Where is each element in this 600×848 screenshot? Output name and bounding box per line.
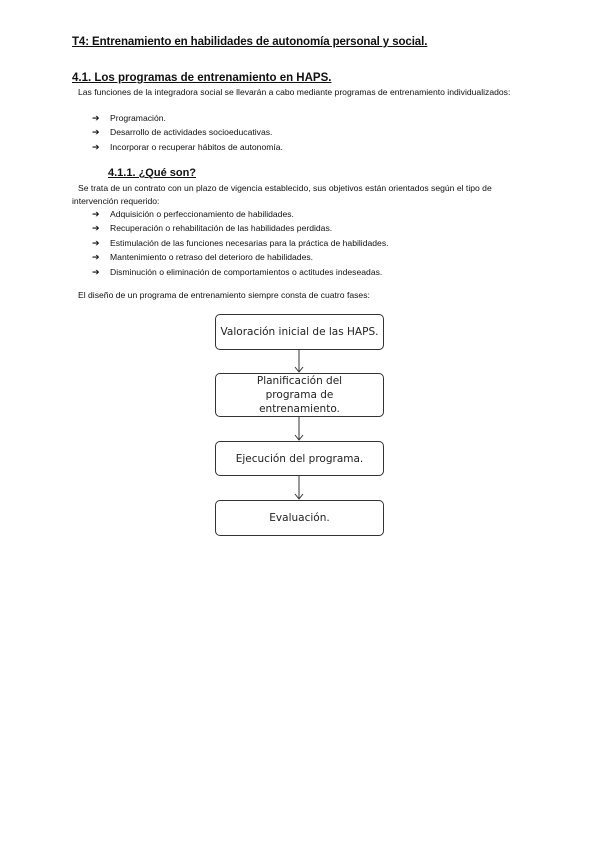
arrow-right-icon: ➔	[92, 224, 100, 235]
arrow-right-icon: ➔	[92, 210, 100, 220]
list-item: ➔ Mantenimiento o retraso del deterioro de habilidades.	[92, 251, 389, 265]
flowchart-step: Valoración inicial de las HAPS.	[215, 314, 384, 350]
list-item: ➔ Estimulación de las funciones necesarias para la práctica de habilidades.	[92, 237, 389, 251]
arrow-right-icon: ➔	[92, 142, 100, 153]
list-item: ➔ Recuperación o rehabilitación de las habilidades perdidas.	[92, 222, 389, 236]
list-item: ➔ Disminución o eliminación de comportamientos o actitudes indeseadas.	[92, 266, 389, 280]
list-item: ➔ Programación.	[92, 112, 283, 126]
flowchart-step: Planificación del programa de entrenamiento.	[215, 373, 384, 417]
list-item: ➔ Desarrollo de actividades socioeducativas.	[92, 126, 283, 140]
arrow-right-icon: ➔	[92, 238, 100, 249]
arrow-right-icon: ➔	[92, 128, 100, 139]
arrow-right-icon: ➔	[92, 253, 100, 264]
flowchart-step: Evaluación.	[215, 500, 384, 536]
section-heading: 4.1. Los programas de entrenamiento en HAPS.	[72, 72, 332, 84]
list-item: ➔ Adquisición o perfeccionamiento de habilidades.	[92, 208, 389, 222]
subsection-heading: 4.1.1. ¿Qué son?	[108, 167, 197, 179]
flowchart-step: Ejecución del programa.	[215, 441, 384, 476]
arrow-right-icon: ➔	[92, 114, 100, 124]
list-item: ➔ Incorporar o recuperar hábitos de autonomía.	[92, 141, 283, 155]
arrow-right-icon: ➔	[92, 267, 100, 278]
document-title: T4: Entrenamiento en habilidades de autonomía personal y social.	[72, 36, 428, 48]
subsection-intro: Se trata de un contrato con un plazo de vigencia establecido, sus objetivos están orientados según el tipo de intervención requerido:	[72, 183, 492, 206]
phases-intro: El diseño de un programa de entrenamiento siempre consta de cuatro fases:	[78, 290, 370, 300]
section-intro: Las funciones de la integradora social se llevarán a cabo mediante programas de entrenamiento individualizados:	[78, 87, 511, 97]
